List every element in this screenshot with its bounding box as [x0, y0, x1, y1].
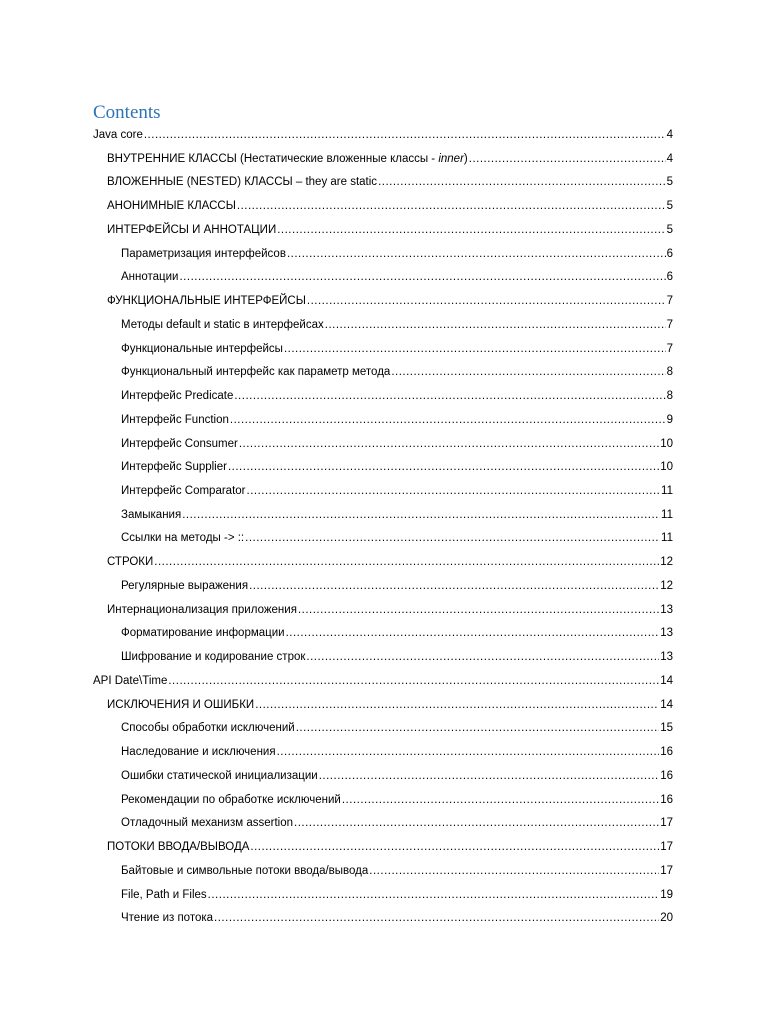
toc-entry-title-text: ВЛОЖЕННЫЕ (NESTED) КЛАССЫ – they are static: [107, 176, 378, 189]
toc-entry[interactable]: [0, 836, 768, 860]
toc-entry-title-text: Параметризация интерфейсов: [121, 247, 286, 260]
toc-entry-title: [121, 385, 233, 409]
toc-dot-leader: [378, 171, 666, 195]
toc-entry-title: [121, 243, 286, 267]
toc-entry-page-number: 8: [666, 390, 673, 403]
toc-dot-leader: [250, 836, 659, 860]
toc-entry-title-text: ИНТЕРФЕЙСЫ И АННОТАЦИИ: [107, 223, 277, 236]
toc-entry-title-text: Отладочный механизм assertion: [121, 817, 294, 830]
toc-dot-leader: [325, 314, 666, 338]
toc-entry-title-text: Способы обработки исключений: [121, 722, 295, 735]
toc-list: [0, 124, 768, 931]
toc-entry[interactable]: [0, 361, 768, 385]
toc-entry[interactable]: [0, 789, 768, 813]
toc-entry-title-text: Java core: [93, 129, 143, 141]
toc-entry[interactable]: [0, 717, 768, 741]
toc-dot-leader: [286, 622, 660, 646]
toc-dot-leader: [306, 646, 659, 670]
toc-entry-title-text: ВНУТРЕННИЕ КЛАССЫ (Нестатические вложенные классы -: [107, 152, 439, 165]
toc-entry[interactable]: [0, 527, 768, 551]
toc-entry-title-text: File, Path и Files: [121, 888, 207, 901]
toc-entry-title: [121, 622, 285, 646]
toc-entry[interactable]: [0, 907, 768, 931]
toc-entry[interactable]: [0, 860, 768, 884]
toc-entry[interactable]: [0, 409, 768, 433]
toc-entry-page-number: 11: [661, 532, 673, 545]
toc-entry-title-text: Интерфейс Comparator: [121, 485, 246, 498]
toc-entry-page-number: 14: [660, 674, 673, 687]
toc-dot-leader: [469, 148, 666, 172]
toc-entry-title-suffix: ): [463, 152, 468, 165]
toc-entry[interactable]: [0, 290, 768, 314]
toc-entry-page-number: 7: [666, 342, 673, 355]
toc-entry-title-text: API Date\Time: [93, 674, 168, 687]
toc-dot-leader: [287, 243, 666, 267]
toc-entry-title: [121, 338, 283, 362]
toc-entry-title: [121, 765, 318, 789]
toc-entry-title: [121, 361, 390, 385]
toc-entry[interactable]: [0, 314, 768, 338]
toc-entry-page-number: 6: [666, 271, 673, 284]
toc-entry-title: [107, 290, 306, 314]
toc-entry-title-text: Функциональный интерфейс как параметр метода: [121, 366, 391, 379]
toc-dot-leader: [342, 789, 659, 813]
toc-entry-title-text: ПОТОКИ ВВОДА/ВЫВОДА: [107, 841, 250, 854]
toc-entry-page-number: 5: [666, 176, 673, 189]
toc-entry-title-text: АНОНИМНЫЕ КЛАССЫ: [107, 200, 236, 213]
toc-entry[interactable]: [0, 765, 768, 789]
toc-heading: Contents: [93, 102, 161, 123]
toc-entry-title-text: Рекомендации по обработке исключений: [121, 793, 341, 806]
toc-entry-title-text: Наследование и исключения: [121, 746, 276, 759]
toc-entry-page-number: 14: [660, 698, 673, 711]
toc-dot-leader: [247, 480, 661, 504]
toc-entry-page-number: 11: [661, 508, 673, 521]
toc-entry[interactable]: [0, 646, 768, 670]
toc-entry-page-number: 16: [660, 769, 673, 782]
toc-entry[interactable]: [0, 219, 768, 243]
toc-entry-page-number: 17: [660, 817, 673, 830]
toc-entry-title: [121, 314, 324, 338]
toc-entry[interactable]: [0, 171, 768, 195]
toc-entry-page-number: 13: [660, 627, 673, 640]
toc-entry-title: [107, 171, 377, 195]
toc-dot-leader: [284, 338, 666, 362]
toc-entry[interactable]: [0, 243, 768, 267]
toc-entry-page-number: 7: [666, 318, 673, 331]
toc-dot-leader: [319, 765, 659, 789]
toc-entry-title-text: Ссылки на методы -> ::: [121, 532, 245, 545]
toc-entry-title-text: Интерфейс Predicate: [121, 390, 234, 403]
toc-entry-title: [121, 717, 295, 741]
toc-dot-leader: [208, 884, 660, 908]
toc-entry-page-number: 17: [660, 841, 673, 854]
toc-entry-title: [107, 195, 236, 219]
toc-dot-leader: [255, 694, 659, 718]
toc-dot-leader: [144, 124, 666, 148]
toc-entry-title: [107, 551, 153, 575]
toc-entry[interactable]: [0, 599, 768, 623]
toc-entry[interactable]: [0, 195, 768, 219]
toc-entry-page-number: 10: [660, 437, 673, 450]
toc-entry-title: [121, 907, 213, 931]
toc-entry[interactable]: [0, 504, 768, 528]
toc-entry[interactable]: [0, 480, 768, 504]
toc-entry-title-text: Интерфейс Supplier: [121, 461, 227, 474]
toc-entry[interactable]: [0, 338, 768, 362]
toc-entry-title: [121, 741, 276, 765]
toc-dot-leader: [277, 219, 665, 243]
toc-entry[interactable]: [0, 884, 768, 908]
toc-dot-leader: [391, 361, 665, 385]
toc-dot-leader: [234, 385, 665, 409]
toc-entry-page-number: 13: [660, 603, 673, 616]
toc-entry-title-text: Ошибки статической инициализации: [121, 769, 318, 782]
toc-dot-leader: [249, 575, 659, 599]
toc-entry-title: [121, 575, 248, 599]
toc-entry-title: [107, 836, 249, 860]
toc-entry[interactable]: [0, 124, 768, 148]
toc-entry-title-text: ИСКЛЮЧЕНИЯ И ОШИБКИ: [107, 698, 255, 711]
toc-dot-leader: [239, 433, 659, 457]
toc-entry-title-italic: inner: [438, 152, 464, 165]
toc-entry-page-number: 5: [666, 223, 673, 236]
toc-entry-page-number: 6: [666, 247, 673, 260]
toc-dot-leader: [294, 812, 659, 836]
toc-dot-leader: [245, 527, 660, 551]
toc-entry-page-number: 13: [660, 651, 673, 664]
toc-entry[interactable]: [0, 575, 768, 599]
toc-dot-leader: [369, 860, 659, 884]
toc-entry-page-number: 9: [666, 413, 673, 426]
toc-entry-title-text: Интернационализация приложения: [107, 603, 297, 616]
toc-dot-leader: [277, 741, 660, 765]
toc-entry-page-number: 7: [666, 295, 673, 308]
toc-dot-leader: [214, 907, 659, 931]
toc-entry-page-number: 20: [660, 912, 673, 925]
toc-entry-page-number: 17: [660, 864, 673, 877]
toc-dot-leader: [154, 551, 659, 575]
toc-entry-page-number: 10: [660, 461, 673, 474]
toc-entry-title: [121, 433, 238, 457]
toc-entry-title: [107, 599, 297, 623]
toc-entry[interactable]: [0, 433, 768, 457]
toc-entry-title: [93, 670, 167, 694]
toc-entry-page-number: 16: [660, 746, 673, 759]
toc-entry[interactable]: [0, 622, 768, 646]
toc-entry[interactable]: [0, 551, 768, 575]
toc-entry-title: [121, 527, 244, 551]
toc-entry-title: [121, 266, 178, 290]
toc-entry-title-text: Функциональные интерфейсы: [121, 342, 283, 355]
toc-entry-title-text: Замыкания: [121, 508, 182, 521]
toc-entry-title-text: Интерфейс Consumer: [121, 437, 238, 450]
toc-entry-title-text: Байтовые и символьные потоки ввода/вывода: [121, 864, 369, 877]
toc-entry-title: [107, 219, 276, 243]
toc-entry-page-number: 15: [660, 722, 673, 735]
toc-entry[interactable]: [0, 266, 768, 290]
toc-dot-leader: [296, 717, 660, 741]
toc-dot-leader: [237, 195, 666, 219]
toc-entry-title-text: Форматирование информации: [121, 627, 285, 640]
toc-entry[interactable]: [0, 812, 768, 836]
toc-entry-page-number: 4: [666, 129, 673, 141]
toc-entry-title: [121, 812, 293, 836]
toc-entry-title-text: Регулярные выражения: [121, 579, 249, 592]
toc-entry-title: [121, 646, 305, 670]
toc-entry-title: [121, 884, 207, 908]
toc-entry-title: [107, 148, 468, 172]
toc-entry[interactable]: [0, 385, 768, 409]
toc-entry-title-text: Чтение из потока: [121, 912, 214, 925]
toc-dot-leader: [168, 670, 659, 694]
toc-entry[interactable]: [0, 456, 768, 480]
toc-entry-title-text: Шифрование и кодирование строк: [121, 651, 306, 664]
toc-entry-title: [107, 694, 254, 718]
toc-entry-title: [121, 409, 229, 433]
toc-dot-leader: [230, 409, 666, 433]
toc-entry-page-number: 4: [666, 152, 673, 165]
toc-dot-leader: [179, 266, 665, 290]
toc-entry[interactable]: [0, 670, 768, 694]
toc-entry-page-number: 19: [660, 888, 673, 901]
toc-entry-title: [93, 124, 143, 148]
toc-entry-page-number: 12: [660, 579, 673, 592]
toc-dot-leader: [228, 456, 659, 480]
toc-entry-title-text: СТРОКИ: [107, 556, 154, 569]
toc-dot-leader: [182, 504, 660, 528]
toc-entry-title: [121, 860, 368, 884]
toc-entry[interactable]: [0, 694, 768, 718]
toc-entry-title-text: Аннотации: [121, 271, 179, 284]
toc-entry[interactable]: [0, 741, 768, 765]
toc-entry-page-number: 16: [660, 793, 673, 806]
toc-entry-title: [121, 456, 227, 480]
toc-entry-title: [121, 789, 341, 813]
toc-dot-leader: [298, 599, 659, 623]
toc-entry-title-text: ФУНКЦИОНАЛЬНЫЕ ИНТЕРФЕЙСЫ: [107, 295, 306, 308]
toc-entry-page-number: 11: [661, 485, 673, 498]
toc-entry-page-number: 12: [660, 556, 673, 569]
toc-entry-page-number: 5: [666, 200, 673, 213]
toc-dot-leader: [307, 290, 666, 314]
toc-entry-title: [121, 504, 181, 528]
toc-entry-title-text: Интерфейс Function: [121, 413, 229, 426]
toc-entry-title: [121, 480, 246, 504]
toc-entry[interactable]: [0, 148, 768, 172]
toc-entry-page-number: 8: [666, 366, 673, 379]
toc-entry-title-text: Методы default и static в интерфейсах: [121, 318, 324, 331]
